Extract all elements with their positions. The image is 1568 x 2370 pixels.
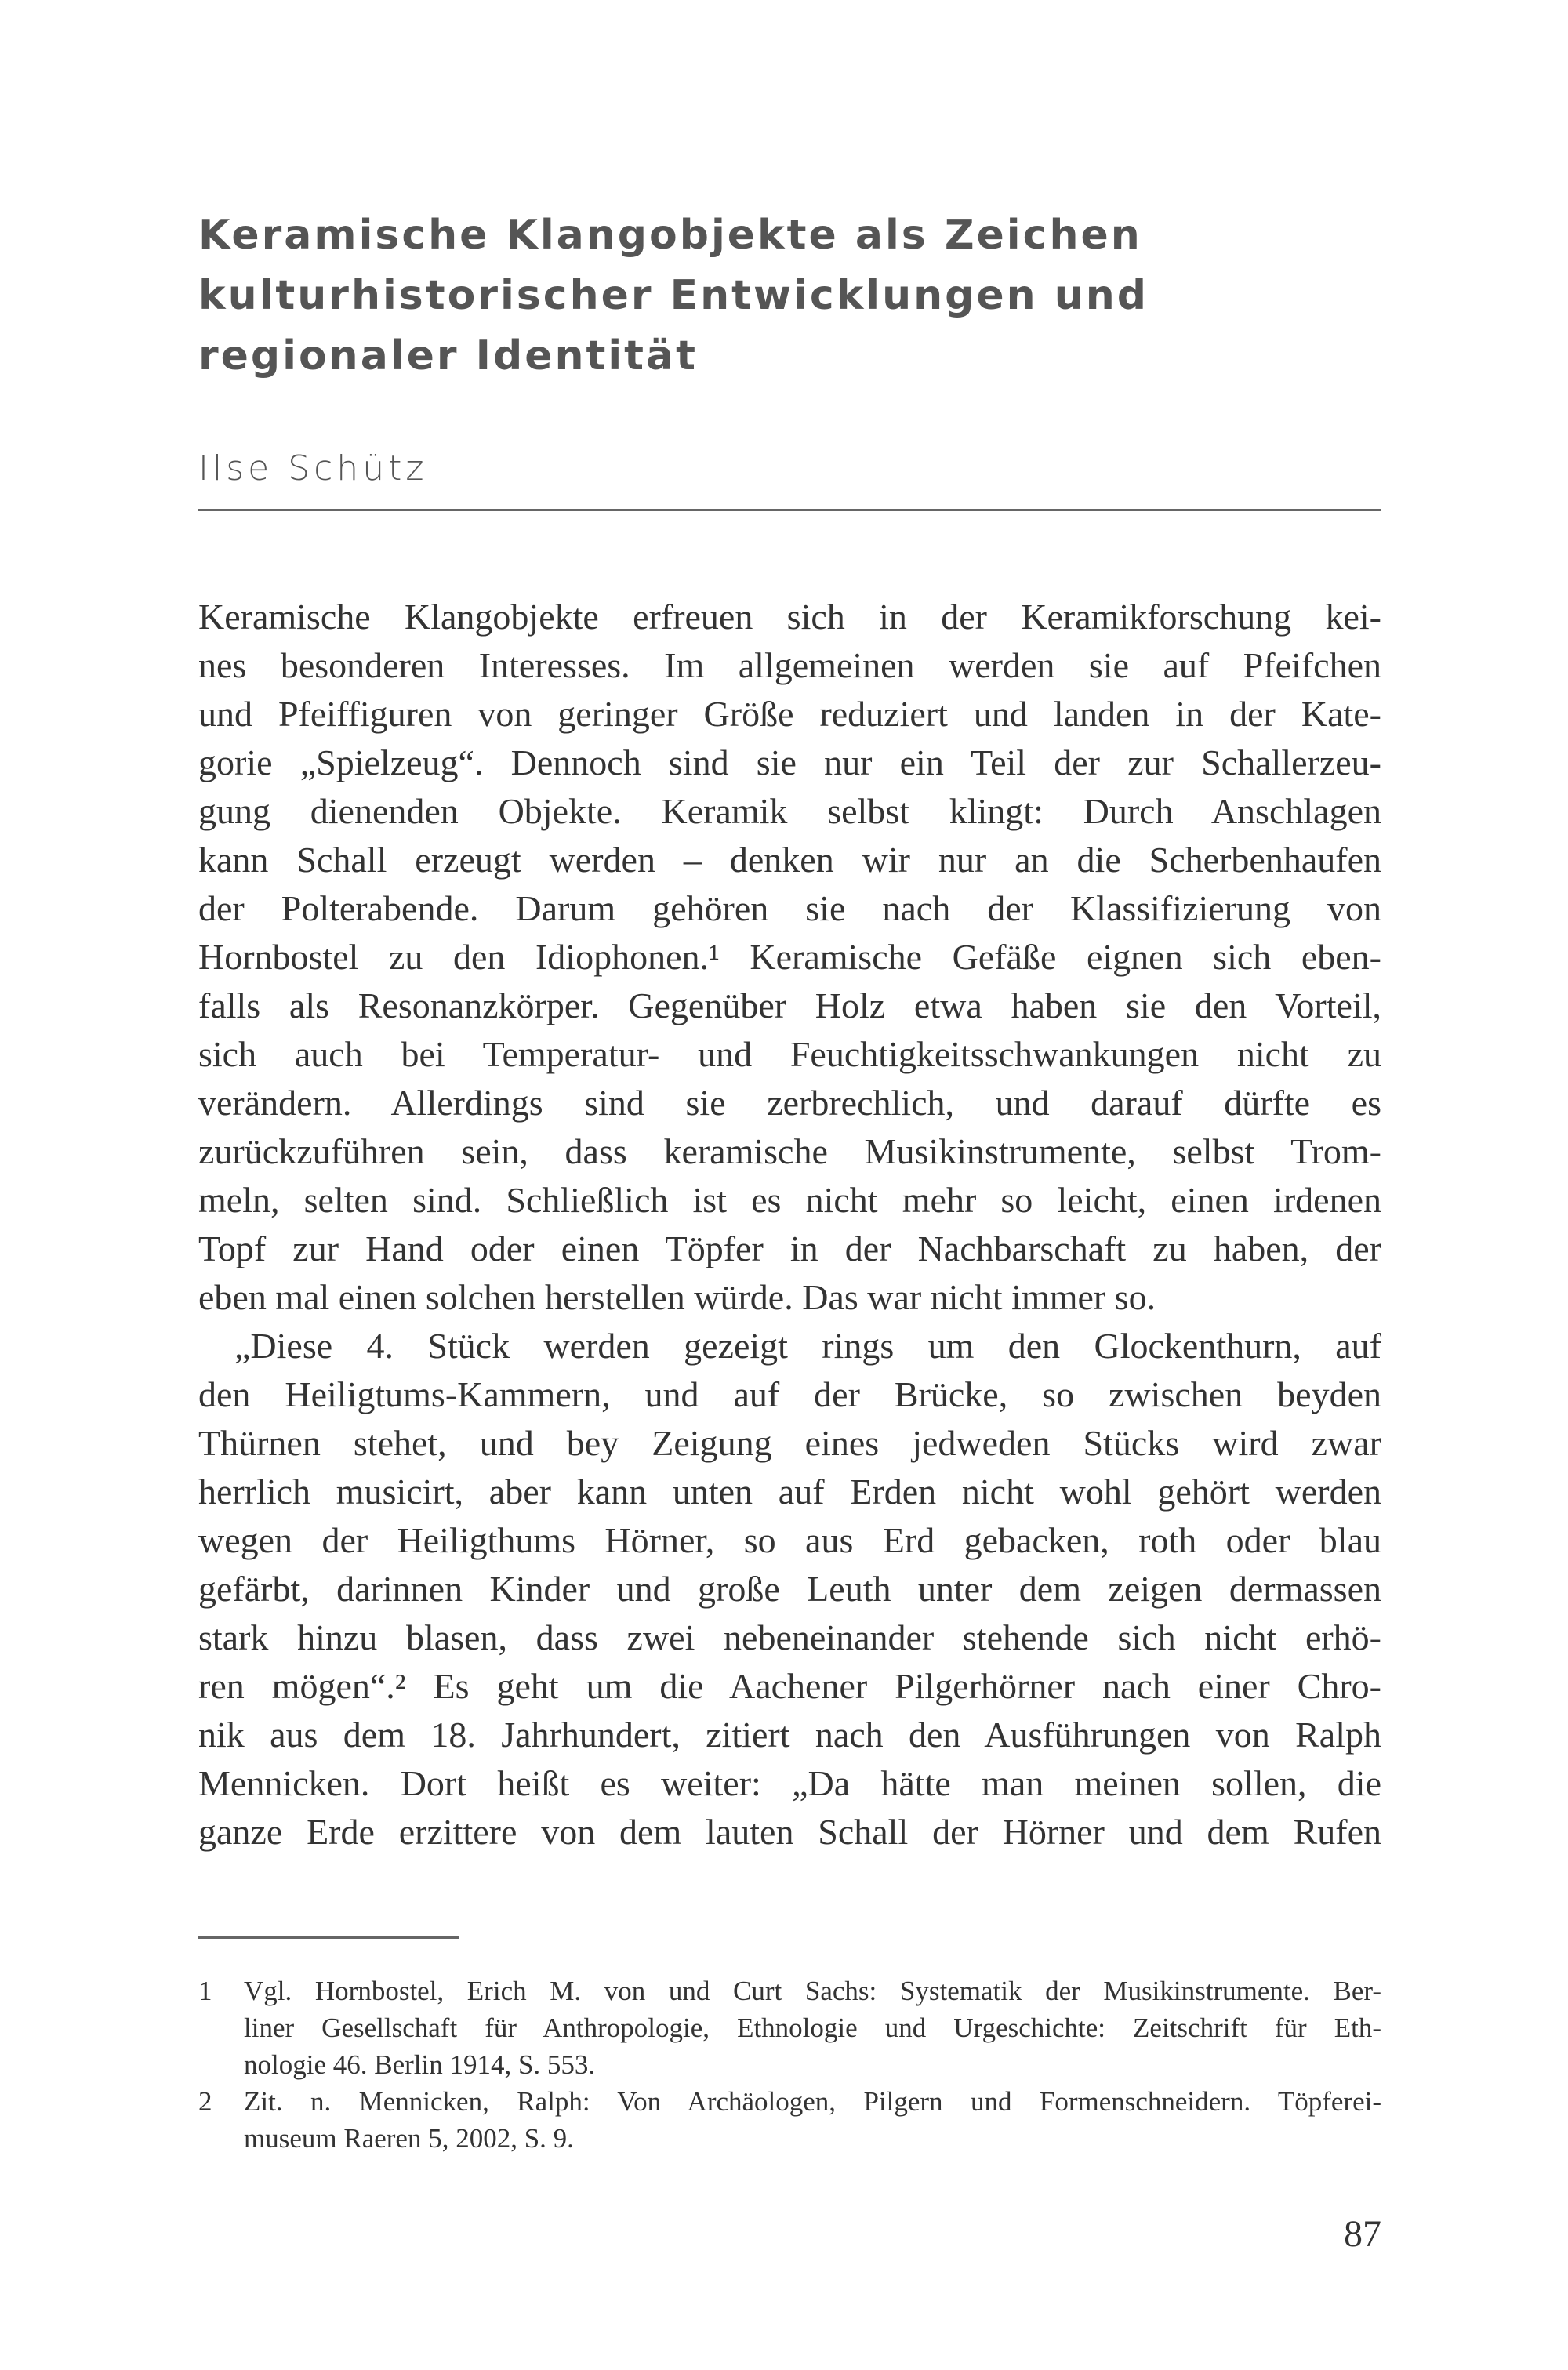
text-line: Mennicken. Dort heißt es weiter: „Da hätte man meinen sollen, die bbox=[198, 1763, 1381, 1803]
footnote-line: museum Raeren 5, 2002, S. 9. bbox=[244, 2123, 574, 2154]
text-line: verändern. Allerdings sind sie zerbrechlich, und darauf dürfte es bbox=[198, 1083, 1381, 1123]
text-line: der Polterabende. Darum gehören sie nach der Klassifizierung von bbox=[198, 888, 1381, 928]
text-line: „Diese 4. Stück werden gezeigt rings um den Glockenthurn, auf bbox=[234, 1326, 1381, 1366]
text-line: Keramische Klangobjekte erfreuen sich in der Keramikforschung kei- bbox=[198, 597, 1381, 637]
footnote-line: nologie 46. Berlin 1914, S. 553. bbox=[244, 2049, 596, 2080]
footnote-divider bbox=[198, 1936, 459, 1939]
text-line: den Heiligtums-Kammern, und auf der Brücke, so zwischen beyden bbox=[198, 1374, 1381, 1414]
text-line: wegen der Heiligthums Hörner, so aus Erd gebacken, roth oder blau bbox=[198, 1520, 1381, 1560]
footnote-number: 2 bbox=[198, 2086, 212, 2117]
text-line: nes besonderen Interesses. Im allgemeinen werden sie auf Pfeifchen bbox=[198, 645, 1381, 685]
text-line: Thürnen stehet, und bey Zeigung eines jedweden Stücks wird zwar bbox=[198, 1423, 1381, 1463]
title-line: Keramische Klangobjekte als Zeichen bbox=[198, 212, 1142, 259]
text-line: stark hinzu blasen, dass zwei nebeneinander stehende sich nicht erhö- bbox=[198, 1617, 1381, 1657]
text-line: und Pfeiffiguren von geringer Größe reduziert und landen in der Kate- bbox=[198, 694, 1381, 734]
article-title bbox=[198, 205, 1453, 387]
text-line: zurückzuführen sein, dass keramische Musikinstrumente, selbst Trom- bbox=[198, 1131, 1381, 1171]
footnote bbox=[198, 1973, 1381, 2083]
title-divider bbox=[198, 509, 1381, 511]
text-line: herrlich musicirt, aber kann unten auf Erden nicht wohl gehört werden bbox=[198, 1472, 1381, 1512]
footnote bbox=[198, 2083, 1381, 2157]
text-line: kann Schall erzeugt werden – denken wir nur an die Scherbenhaufen bbox=[198, 840, 1381, 880]
page-number: 87 bbox=[1344, 2213, 1381, 2255]
text-line: Topf zur Hand oder einen Töpfer in der Nachbarschaft zu haben, der bbox=[198, 1229, 1381, 1268]
text-line: ganze Erde erzittere von dem lauten Schall der Hörner und dem Rufen bbox=[198, 1812, 1381, 1852]
footnote-number: 1 bbox=[198, 1976, 212, 2006]
title-line: kulturhistorischer Entwicklungen und bbox=[198, 272, 1149, 319]
text-line: ren mögen“.² Es geht um die Aachener Pilgerhörner nach einer Chro- bbox=[198, 1666, 1381, 1706]
paragraph bbox=[198, 593, 1381, 1322]
text-line: nik aus dem 18. Jahrhundert, zitiert nach den Ausführungen von Ralph bbox=[198, 1715, 1381, 1755]
text-line: gorie „Spielzeug“. Dennoch sind sie nur ein Teil der zur Schallerzeu- bbox=[198, 742, 1381, 782]
title-line: regionaler Identität bbox=[198, 332, 698, 379]
footnote-line: liner Gesellschaft für Anthropologie, Ethnologie und Urgeschichte: Zeitschrift für Eth- bbox=[244, 2013, 1381, 2043]
footnote-line: Zit. n. Mennicken, Ralph: Von Archäologen, Pilgern und Formenschneidern. Töpferei- bbox=[244, 2086, 1381, 2117]
text-line: gefärbt, darinnen Kinder und große Leuth unter dem zeigen dermassen bbox=[198, 1569, 1381, 1609]
author-name: Ilse Schütz bbox=[198, 448, 428, 488]
text-line: gung dienenden Objekte. Keramik selbst klingt: Durch Anschlagen bbox=[198, 791, 1381, 831]
paragraph bbox=[198, 1322, 1381, 1856]
text-line: falls als Resonanzkörper. Gegenüber Holz etwa haben sie den Vorteil, bbox=[198, 985, 1381, 1025]
text-line: meln, selten sind. Schließlich ist es nicht mehr so leicht, einen irdenen bbox=[198, 1180, 1381, 1220]
body-text bbox=[198, 593, 1381, 1856]
text-line: eben mal einen solchen herstellen würde. Das war nicht immer so. bbox=[198, 1277, 1156, 1317]
text-line: sich auch bei Temperatur- und Feuchtigkeitsschwankungen nicht zu bbox=[198, 1034, 1381, 1074]
footnotes bbox=[198, 1973, 1381, 2157]
footnote-line: Vgl. Hornbostel, Erich M. von und Curt Sachs: Systematik der Musikinstrumente. Ber- bbox=[244, 1976, 1381, 2006]
text-line: Hornbostel zu den Idiophonen.¹ Keramische Gefäße eignen sich eben- bbox=[198, 937, 1381, 977]
